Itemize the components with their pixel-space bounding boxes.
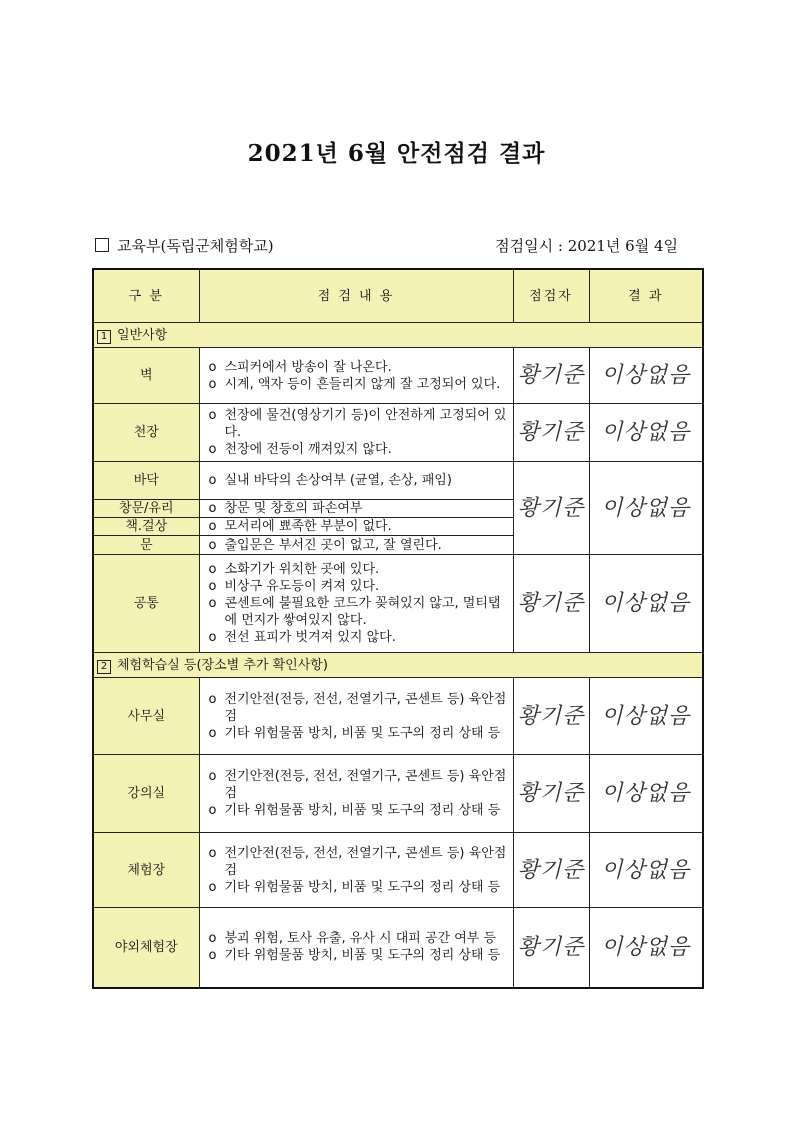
organization-name: 교육부(독립군체험학교)	[117, 237, 274, 255]
row-content	[199, 555, 513, 653]
inspector-signature: 황기준	[513, 555, 589, 653]
check-item: o 전기안전(전등, 전선, 전열기구, 콘센트 등) 육안점검	[203, 768, 510, 802]
check-item: o 천장에 전등이 깨져있지 않다.	[203, 441, 510, 458]
section-title-1	[93, 323, 703, 348]
check-item: o 실내 바닥의 손상여부 (균열, 손상, 패임)	[203, 472, 510, 489]
section-number: 1	[97, 330, 111, 344]
check-item: o 천장에 물건(영상기기 등)이 안전하게 고정되어 있다.	[203, 407, 510, 441]
inspector-signature: 황기준	[513, 404, 589, 462]
table-row	[93, 462, 703, 500]
check-item: o 기타 위험물품 방치, 비품 및 도구의 정리 상태 등	[203, 879, 510, 896]
row-label-floor: 바닥	[93, 462, 199, 500]
check-item: o 붕괴 위험, 토사 유출, 유사 시 대피 공간 여부 등	[203, 930, 510, 947]
row-content	[199, 348, 513, 404]
row-label-ceiling: 천장	[93, 404, 199, 462]
row-label-wall: 벽	[93, 348, 199, 404]
row-content	[199, 755, 513, 833]
header-result: 결 과	[589, 269, 703, 323]
result-text: 이상없음	[589, 404, 703, 462]
check-item: o 전기안전(전등, 전선, 전열기구, 콘센트 등) 육안점검	[203, 845, 510, 879]
row-label-lecture: 강의실	[93, 755, 199, 833]
inspection-table	[92, 268, 704, 989]
result-text: 이상없음	[589, 755, 703, 833]
row-content	[199, 908, 513, 988]
check-item: o 전선 표피가 벗겨져 있지 않다.	[203, 629, 510, 646]
table-row	[93, 555, 703, 653]
result-text: 이상없음	[589, 908, 703, 988]
inspector-signature: 황기준	[513, 462, 589, 555]
check-item: o 기타 위험물품 방치, 비품 및 도구의 정리 상태 등	[203, 725, 510, 742]
table-header-row	[93, 269, 703, 323]
check-item: o 전기안전(전등, 전선, 전열기구, 콘센트 등) 육안점검	[203, 691, 510, 725]
section-label: 체험학습실 등(장소별 추가 확인사항)	[117, 657, 328, 673]
row-label-office: 사무실	[93, 678, 199, 755]
table-row	[93, 678, 703, 755]
table-row	[93, 404, 703, 462]
check-item: o 비상구 유도등이 켜져 있다.	[203, 578, 510, 595]
row-content	[199, 833, 513, 908]
table-row	[93, 348, 703, 404]
header-inspector: 점검자	[513, 269, 589, 323]
table-row	[93, 908, 703, 988]
inspector-signature: 황기준	[513, 833, 589, 908]
table-row	[93, 833, 703, 908]
row-content	[199, 536, 513, 555]
result-text: 이상없음	[589, 462, 703, 555]
row-label-experience: 체험장	[93, 833, 199, 908]
row-label-window: 창문/유리	[93, 500, 199, 518]
row-content	[199, 518, 513, 536]
row-content	[199, 404, 513, 462]
result-text: 이상없음	[589, 348, 703, 404]
check-item: o 모서리에 뾰족한 부분이 없다.	[203, 518, 510, 535]
check-item: o 소화기가 위치한 곳에 있다.	[203, 561, 510, 578]
check-item: o 기타 위험물품 방치, 비품 및 도구의 정리 상태 등	[203, 802, 510, 819]
row-content	[199, 462, 513, 500]
result-text: 이상없음	[589, 833, 703, 908]
check-item: o 창문 및 창호의 파손여부	[203, 500, 510, 517]
inspection-date: 점검일시 : 2021년 6월 4일	[495, 237, 678, 255]
header-category: 구 분	[93, 269, 199, 323]
section-label: 일반사항	[117, 327, 168, 343]
result-text: 이상없음	[589, 555, 703, 653]
document-title: 2021년 6월 안전점검 결과	[247, 140, 546, 167]
inspector-signature: 황기준	[513, 678, 589, 755]
row-content	[199, 500, 513, 518]
check-item: o 콘센트에 불필요한 코드가 꽂혀있지 않고, 멀티탭에 먼지가 쌓여있지 않다.	[203, 595, 510, 629]
checkbox-icon	[95, 238, 109, 252]
result-text: 이상없음	[589, 678, 703, 755]
check-item: o 시계, 액자 등이 흔들리지 않게 잘 고정되어 있다.	[203, 376, 510, 393]
section-title-2	[93, 653, 703, 678]
check-item: o 스피커에서 방송이 잘 나온다.	[203, 359, 510, 376]
row-label-common: 공통	[93, 555, 199, 653]
inspector-signature: 황기준	[513, 348, 589, 404]
section-number: 2	[97, 660, 111, 674]
inspector-signature: 황기준	[513, 908, 589, 988]
row-label-outdoor: 야외체험장	[93, 908, 199, 988]
row-label-desk: 책.걸상	[93, 518, 199, 536]
section-row-2	[93, 653, 703, 678]
header-content: 점 검 내 용	[199, 269, 513, 323]
inspector-signature: 황기준	[513, 755, 589, 833]
section-row-1	[93, 323, 703, 348]
table-row	[93, 755, 703, 833]
check-item: o 출입문은 부서진 곳이 없고, 잘 열린다.	[203, 537, 510, 554]
row-label-door: 문	[93, 536, 199, 555]
row-content	[199, 678, 513, 755]
check-item: o 기타 위험물품 방치, 비품 및 도구의 정리 상태 등	[203, 947, 510, 964]
organization-line	[95, 235, 274, 256]
